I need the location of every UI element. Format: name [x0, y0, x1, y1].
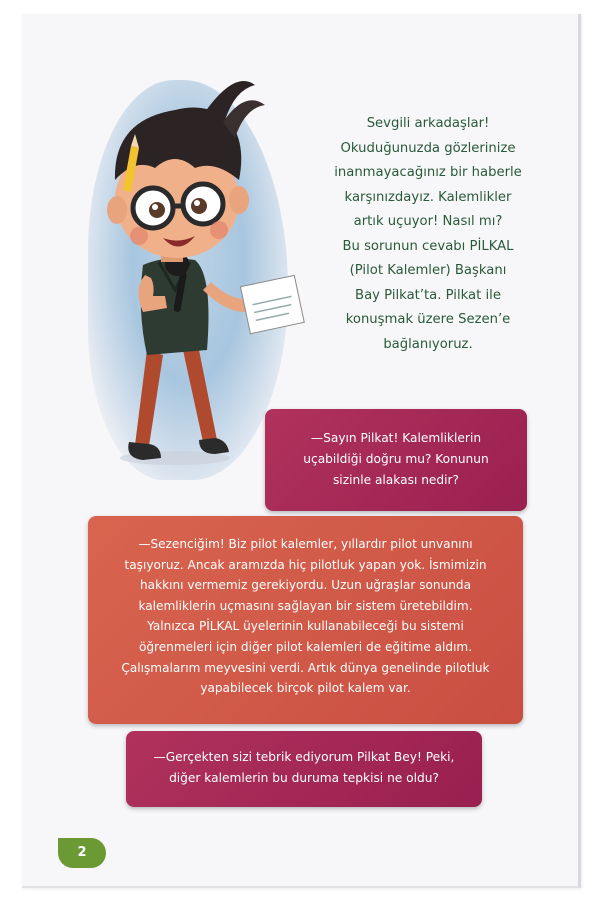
page-number-badge: 2 [58, 838, 106, 868]
question-bubble-1 [265, 409, 527, 511]
intro-paragraph [314, 112, 542, 357]
question-bubble-2 [126, 731, 482, 807]
intro-line: artık uçuyor! Nasıl mı? [353, 214, 503, 229]
bubble-line: Yalnızca PİLKAL üyelerinin kullanabileceği bu sistemi [147, 619, 464, 634]
bubble-line: —Sezenciğim! Biz pilot kalemler, yıllardır pilot unvanını [138, 537, 473, 551]
intro-line: Sevgili arkadaşlar! [366, 116, 490, 131]
intro-line: karşınızdayız. Kalemlikler [344, 189, 512, 205]
intro-line: bağlanıyoruz. [383, 336, 473, 352]
intro-line: konuşmak üzere Sezen’e [345, 312, 511, 327]
intro-line: Bu sorunun cevabı PİLKAL [342, 238, 514, 254]
bubble-line: —Gerçekten sizi tebrik ediyorum Pilkat Bey! Peki, [153, 750, 455, 764]
bubble-line: —Sayın Pilkat! Kalemliklerin [310, 431, 482, 445]
intro-line: Bay Pilkat’ta. Pilkat ile [355, 287, 501, 303]
intro-line: Okuduğunuzda gözlerinize [340, 140, 516, 156]
bubble-line: diğer kalemlerin bu duruma tepkisi ne oldu? [169, 771, 439, 785]
bubble-line: taşıyoruz. Ancak aramızda hiç pilotluk yapan yok. İsmimizin [124, 557, 487, 572]
answer-bubble [88, 516, 523, 724]
intro-line: (Pilot Kalemler) Başkanı [349, 263, 507, 278]
intro-line: inanmayacağınız bir haberle [334, 165, 522, 180]
bubble-line: hakkını vermemiz gerekiyordu. Uzun uğraşlar sonunda [140, 578, 471, 593]
bubble-line: sizinle alakası nedir? [332, 473, 460, 487]
bubble-line: öğrenmeleri için diğer pilot kalemleri de eğitime aldım. [138, 639, 473, 654]
bubble-line: Çalışmalarım meyvesini verdi. Artık dünya genelinde pilotluk [121, 660, 490, 675]
bubble-line: yapabilecek birçok pilot kalem var. [200, 681, 411, 696]
bubble-line: uçabildiği doğru mu? Konunun [303, 452, 489, 466]
bubble-line: kalemliklerin uçmasını sağlayan bir sistem üretebildim. [138, 598, 473, 613]
